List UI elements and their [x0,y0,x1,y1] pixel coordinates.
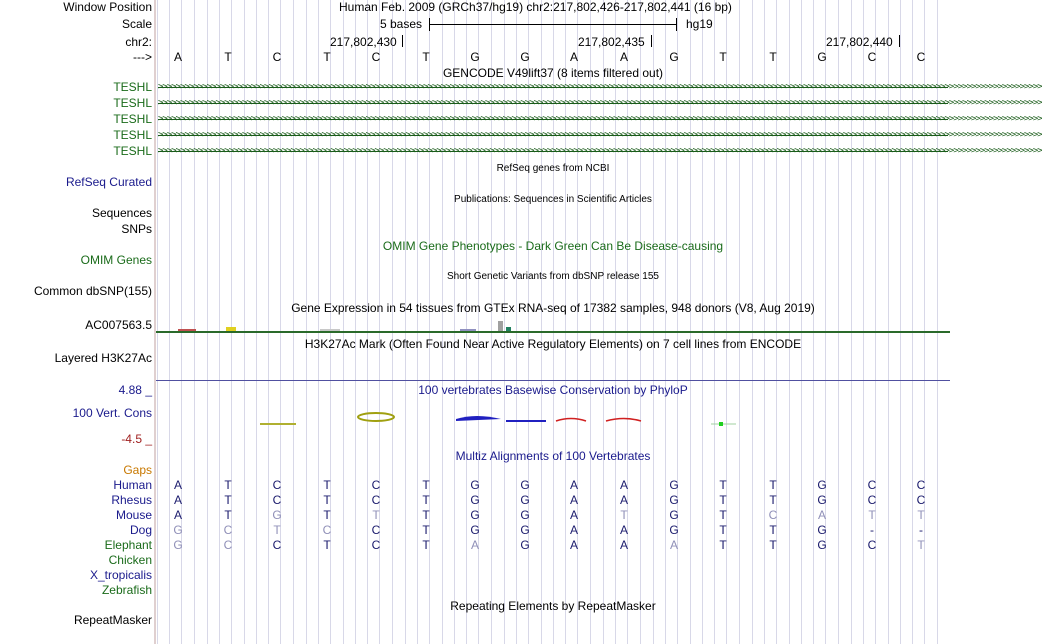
gridline [665,0,666,644]
alignment-base: G [470,478,480,492]
phylop-min-value: -4.5 _ [121,432,152,446]
gencode-gene-label[interactable]: TESHL [113,80,152,94]
alignment-base: A [569,508,578,522]
alignment-base: T [224,508,232,522]
alignment-base: C [272,478,282,492]
alignment-base: T [719,508,727,522]
alignment-base: A [619,478,628,492]
gridline [590,0,591,644]
alignment-base: T [422,478,430,492]
alignment-base: G [669,493,679,507]
scale-assembly: hg19 [686,17,713,31]
ruler-tick-3: 217,802,440 [826,35,893,49]
gridline [764,0,765,644]
gencode-strand-arrows: >>>>>>>>>>>>>>>>>>>>>>>>>>>>>>>>>>>>>>>>>>>>>>>>>>>>>>>>>>>>>>>>>>>>>>>>>>>>>>>>>>>>>>>>>>>>>>>>>>>>>>>>>>>>>>>>>>>>>>>>>>>>>>>>>>>>>>>>>>>>>>>>>>>>>>>>>>>>>>>>>>>>>>>>>>>>>>>>>>>>>>>>>>>>>>>>>>>>>>>> [158,98,1042,108]
alignment-base: T [422,538,430,552]
window-position-label: Window Position [63,0,152,14]
alignment-base: C [272,493,282,507]
gaps-track-label[interactable]: Gaps [123,463,152,477]
alignment-base: G [520,508,530,522]
gridline [702,0,703,644]
alignment-base: T [422,523,430,537]
reference-base: T [769,50,777,64]
ruler-tick-mark-2 [651,35,652,47]
alignment-base: T [323,493,331,507]
h3k27ac-track-label[interactable]: Layered H3K27Ac [54,351,152,365]
dbsnp-track-label[interactable]: Common dbSNP(155) [33,284,152,298]
gridline [801,0,802,644]
alignment-base: T [422,508,430,522]
reference-base: T [224,50,232,64]
gencode-strand-arrows: >>>>>>>>>>>>>>>>>>>>>>>>>>>>>>>>>>>>>>>>>>>>>>>>>>>>>>>>>>>>>>>>>>>>>>>>>>>>>>>>>>>>>>>>>>>>>>>>>>>>>>>>>>>>>>>>>>>>>>>>>>>>>>>>>>>>>>>>>>>>>>>>>>>>>>>>>>>>>>>>>>>>>>>>>>>>>>>>>>>>>>>>>>>>>>>>>>>>>>>> [158,146,1042,156]
gridline [615,0,616,644]
alignment-base: A [470,538,479,552]
reference-base: A [173,50,182,64]
scale-bases: 5 bases [380,17,423,31]
alignment-base: G [173,523,183,537]
alignment-base: C [223,538,233,552]
alignment-base: G [817,523,827,537]
alignment-base: T [719,493,727,507]
alignment-base: G [470,523,480,537]
alignment-base: A [619,493,628,507]
dbsnp-track-title[interactable]: Short Genetic Variants from dbSNP release 155 [447,271,659,282]
alignment-base: G [817,538,827,552]
scale-bar [429,17,677,32]
alignment-base: G [817,493,827,507]
alignment-base: A [569,523,578,537]
alignment-base: G [520,493,530,507]
gridline [888,0,889,644]
alignment-base: G [520,523,530,537]
reference-base: G [817,50,827,64]
strand-label: ---> [133,50,152,64]
species-label[interactable]: Mouse [115,508,152,522]
snps-track-label[interactable]: SNPs [121,222,152,236]
reference-base: T [422,50,430,64]
omim-track-title[interactable]: OMIM Gene Phenotypes - Dark Green Can Be Disease-causing [382,239,724,253]
alignment-base: G [817,478,827,492]
alignment-base: C [371,523,381,537]
species-label[interactable]: X_tropicalis [89,568,152,582]
phylop-conservation-plot[interactable] [156,405,950,435]
alignment-base: A [619,538,628,552]
gencode-gene-label[interactable]: TESHL [113,128,152,142]
alignment-base: G [520,478,530,492]
alignment-base: G [173,538,183,552]
repeatmasker-track-label[interactable]: RepeatMasker [73,613,152,627]
gridline [900,0,901,644]
alignment-base: T [917,538,925,552]
phylop-max-value: 4.88 _ [118,383,152,397]
gridline [813,0,814,644]
species-label[interactable]: Chicken [108,553,152,567]
phylop-track-title[interactable]: 100 vertebrates Basewise Conservation by PhyloP [418,383,688,397]
refseq-track-title[interactable]: RefSeq genes from NCBI [496,163,610,174]
alignment-base: T [917,508,925,522]
alignment-base: G [520,538,530,552]
alignment-base: C [223,523,233,537]
alignment-base: C [867,538,877,552]
alignment-base: T [422,493,430,507]
alignment-base: G [470,493,480,507]
reference-base: A [619,50,628,64]
species-label[interactable]: Rhesus [111,493,152,507]
alignment-base: G [272,508,282,522]
alignment-base: - [870,523,874,537]
reference-base: G [470,50,480,64]
alignment-base: T [769,538,777,552]
gridline [603,0,604,644]
ruler-tick-mark-1 [402,35,403,47]
ruler-tick-1: 217,802,430 [330,35,397,49]
alignment-base: A [569,478,578,492]
gridline [739,0,740,644]
alignment-base: G [669,478,679,492]
alignment-base: T [620,508,628,522]
publications-track-title[interactable]: Publications: Sequences in Scientific Articles [454,194,652,205]
gridline [157,0,158,644]
alignment-base: A [669,538,678,552]
alignment-base: A [173,508,182,522]
alignment-base: T [224,493,232,507]
alignment-base: T [769,493,777,507]
ruler-tick-mark-3 [899,35,900,47]
alignment-base: T [719,478,727,492]
alignment-base: A [173,493,182,507]
gridline [937,0,938,644]
ruler-tick-2: 217,802,435 [578,35,645,49]
species-label[interactable]: Dog [129,523,152,537]
label-column-divider [154,0,156,644]
alignment-base: C [768,508,778,522]
reference-base: G [520,50,530,64]
reference-base: A [569,50,578,64]
alignment-base: T [323,508,331,522]
alignment-base: C [867,478,877,492]
gridline [714,0,715,644]
gtex-baseline [156,331,950,333]
species-label[interactable]: Elephant [104,538,152,552]
alignment-base: G [669,523,679,537]
reference-base: T [719,50,727,64]
alignment-base: T [372,508,380,522]
gridline [653,0,654,644]
gridline [851,0,852,644]
species-label[interactable]: Human [113,478,152,492]
alignment-base: A [569,538,578,552]
alignment-base: T [868,508,876,522]
species-label[interactable]: Zebrafish [101,583,152,597]
alignment-base: G [669,508,679,522]
alignment-base: T [273,523,281,537]
scale-label: Scale [121,17,152,31]
reference-base: G [669,50,679,64]
alignment-base: T [323,538,331,552]
gtex-track-label[interactable]: AC007563.5 [85,318,152,332]
gencode-strand-arrows: >>>>>>>>>>>>>>>>>>>>>>>>>>>>>>>>>>>>>>>>>>>>>>>>>>>>>>>>>>>>>>>>>>>>>>>>>>>>>>>>>>>>>>>>>>>>>>>>>>>>>>>>>>>>>>>>>>>>>>>>>>>>>>>>>>>>>>>>>>>>>>>>>>>>>>>>>>>>>>>>>>>>>>>>>>>>>>>>>>>>>>>>>>>>>>>>>>>>>>>> [158,114,1042,124]
alignment-base: A [173,478,182,492]
gridline [553,0,554,644]
gridline [565,0,566,644]
alignment-base: A [817,508,826,522]
gencode-gene-label[interactable]: TESHL [113,144,152,158]
alignment-base: T [719,538,727,552]
repeatmasker-track-title[interactable]: Repeating Elements by RepeatMasker [450,599,656,613]
gridline [838,0,839,644]
alignment-base: C [916,493,926,507]
h3k27ac-baseline [156,380,950,381]
omim-track-label[interactable]: OMIM Genes [80,253,152,267]
reference-base: C [916,50,926,64]
alignment-base: C [916,478,926,492]
gencode-strand-arrows: >>>>>>>>>>>>>>>>>>>>>>>>>>>>>>>>>>>>>>>>>>>>>>>>>>>>>>>>>>>>>>>>>>>>>>>>>>>>>>>>>>>>>>>>>>>>>>>>>>>>>>>>>>>>>>>>>>>>>>>>>>>>>>>>>>>>>>>>>>>>>>>>>>>>>>>>>>>>>>>>>>>>>>>>>>>>>>>>>>>>>>>>>>>>>>>>>>>>>>>> [158,130,1042,140]
gridline [863,0,864,644]
alignment-base: C [371,493,381,507]
alignment-base: G [470,508,480,522]
alignment-base: T [769,478,777,492]
gridline [789,0,790,644]
gencode-gene-label[interactable]: TESHL [113,96,152,110]
gridline [752,0,753,644]
alignment-base: C [322,523,332,537]
h3k27ac-track-title[interactable]: H3K27Ac Mark (Often Found Near Active Regulatory Elements) on 7 cell lines from ENCODE [304,337,802,351]
gridline [640,0,641,644]
reference-base: C [867,50,877,64]
alignment-base: C [371,538,381,552]
gencode-strand-arrows: >>>>>>>>>>>>>>>>>>>>>>>>>>>>>>>>>>>>>>>>>>>>>>>>>>>>>>>>>>>>>>>>>>>>>>>>>>>>>>>>>>>>>>>>>>>>>>>>>>>>>>>>>>>>>>>>>>>>>>>>>>>>>>>>>>>>>>>>>>>>>>>>>>>>>>>>>>>>>>>>>>>>>>>>>>>>>>>>>>>>>>>>>>>>>>>>>>>>>>>> [158,82,1042,92]
reference-base: C [272,50,282,64]
multiz-track-title[interactable]: Multiz Alignments of 100 Vertebrates [455,449,651,463]
gtex-track-title[interactable]: Gene Expression in 54 tissues from GTEx RNA-seq of 17382 samples, 948 donors (V8, Aug 2019) [291,301,815,315]
alignment-base: T [719,523,727,537]
alignment-base: A [619,523,628,537]
alignment-base: A [569,493,578,507]
gridline [690,0,691,644]
phylop-track-label[interactable]: 100 Vert. Cons [72,406,152,420]
alignment-base: C [867,493,877,507]
gencode-track-title[interactable]: GENCODE V49lift37 (8 items filtered out) [442,66,664,80]
sequences-track-label[interactable]: Sequences [91,206,152,220]
reference-base: T [323,50,331,64]
chrom-label: chr2: [125,35,152,49]
gridline [912,0,913,644]
reference-base: C [371,50,381,64]
alignment-base: T [224,478,232,492]
alignment-base: C [272,538,282,552]
gtex-expression-bars[interactable] [170,318,550,332]
alignment-base: T [323,478,331,492]
alignment-base: - [919,523,923,537]
gencode-gene-label[interactable]: TESHL [113,112,152,126]
alignment-base: C [371,478,381,492]
window-position-value: Human Feb. 2009 (GRCh37/hg19) chr2:217,802,426-217,802,441 (16 bp) [339,0,732,14]
alignment-base: T [769,523,777,537]
refseq-track-label[interactable]: RefSeq Curated [65,175,152,189]
